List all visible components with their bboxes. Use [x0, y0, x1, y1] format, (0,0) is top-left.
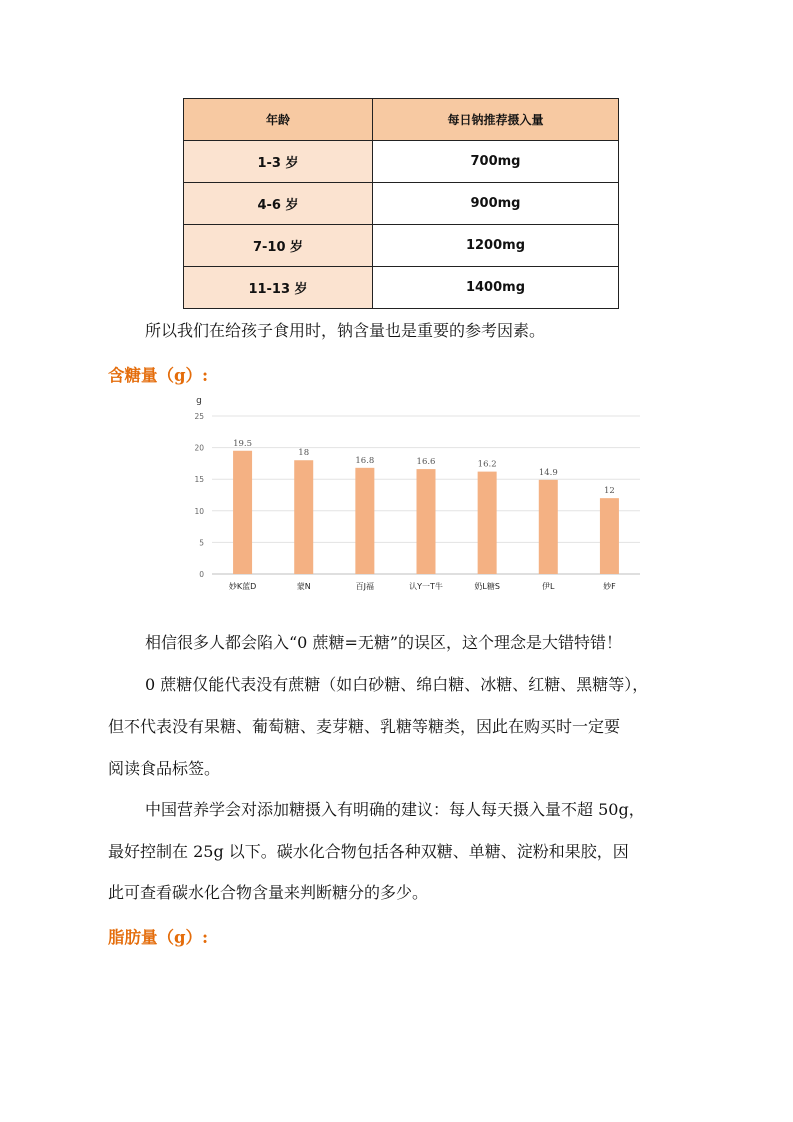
data-label: 16.8 — [355, 455, 375, 466]
age-cell: 11-13 岁 — [184, 267, 373, 309]
sugar-heading: 含糖量（g）: — [108, 366, 209, 385]
fat-heading: 脂肪量（g）: — [108, 928, 209, 947]
paragraph-recommendation-line2: 最好控制在 25g 以下。碳水化合物包括各种双糖、单糖、淀粉和果胶，因 — [108, 842, 629, 861]
data-label: 16.6 — [416, 457, 436, 468]
bar — [294, 460, 313, 574]
data-label: 16.2 — [477, 459, 497, 470]
x-tick-label: 妙F — [603, 582, 616, 591]
amount-cell: 700mg — [373, 141, 619, 183]
paragraph-sucrose-line2: 但不代表没有果糖、葡萄糖、麦芽糖、乳糖等糖类，因此在购买时一定要 — [108, 717, 621, 736]
table-header-row — [184, 99, 619, 141]
x-tick-label: 伊L — [542, 582, 555, 591]
x-tick-label: 奶L糖S — [474, 582, 500, 591]
age-cell: 1-3 岁 — [184, 141, 373, 183]
x-tick-label: 蒙N — [296, 582, 311, 591]
bar — [539, 480, 558, 574]
data-label: 18 — [298, 448, 310, 459]
sugar-chart — [190, 392, 650, 602]
data-label: 19.5 — [233, 438, 253, 449]
age-cell: 4-6 岁 — [184, 183, 373, 225]
y-tick-label: 10 — [194, 506, 204, 516]
amount-cell: 1400mg — [373, 267, 619, 309]
header-age: 年龄 — [184, 99, 373, 141]
y-tick-label: 0 — [199, 570, 204, 579]
bar — [355, 468, 374, 574]
age-cell: 7-10 岁 — [184, 225, 373, 267]
table-row — [184, 141, 619, 183]
table-row — [184, 225, 619, 267]
sodium-note: 所以我们在给孩子食用时，钠含量也是重要的参考因素。 — [145, 321, 546, 340]
y-tick-label: 5 — [199, 538, 204, 548]
x-tick-label: 妙K蓝D — [228, 582, 257, 591]
header-sodium: 每日钠推荐摄入量 — [373, 99, 619, 141]
amount-cell: 1200mg — [373, 225, 619, 267]
y-axis-label: g — [196, 396, 202, 406]
paragraph-sucrose-line1: 0 蔗糖仅能代表没有蔗糖（如白砂糖、绵白糖、冰糖、红糖、黑糖等）， — [145, 675, 649, 694]
x-tick-label: 认Y一T牛 — [409, 582, 443, 591]
data-label: 14.9 — [538, 467, 558, 478]
sodium-intake-table — [183, 98, 619, 309]
bar — [417, 469, 436, 574]
x-tick-label: 百J福 — [355, 582, 375, 591]
bar — [478, 472, 497, 574]
paragraph-recommendation-line3: 此可查看碳水化合物含量来判断糖分的多少。 — [108, 883, 429, 902]
sugar-bar-chart — [190, 392, 650, 602]
bar — [600, 498, 619, 574]
y-tick-label: 25 — [194, 412, 204, 421]
table-row — [184, 267, 619, 309]
y-tick-label: 15 — [194, 475, 204, 485]
paragraph-zero-sucrose-myth: 相信很多人都会陷入“0 蔗糖=无糖”的误区，这个理念是大错特错！ — [145, 633, 623, 652]
table-row — [184, 183, 619, 225]
paragraph-sucrose-line3: 阅读食品标签。 — [108, 759, 221, 778]
bar — [233, 451, 252, 574]
y-tick-label: 20 — [194, 443, 204, 453]
amount-cell: 900mg — [373, 183, 619, 225]
paragraph-recommendation-line1: 中国营养学会对添加糖摄入有明确的建议：每人每天摄入量不超 50g， — [145, 800, 645, 819]
data-label: 12 — [604, 486, 615, 497]
